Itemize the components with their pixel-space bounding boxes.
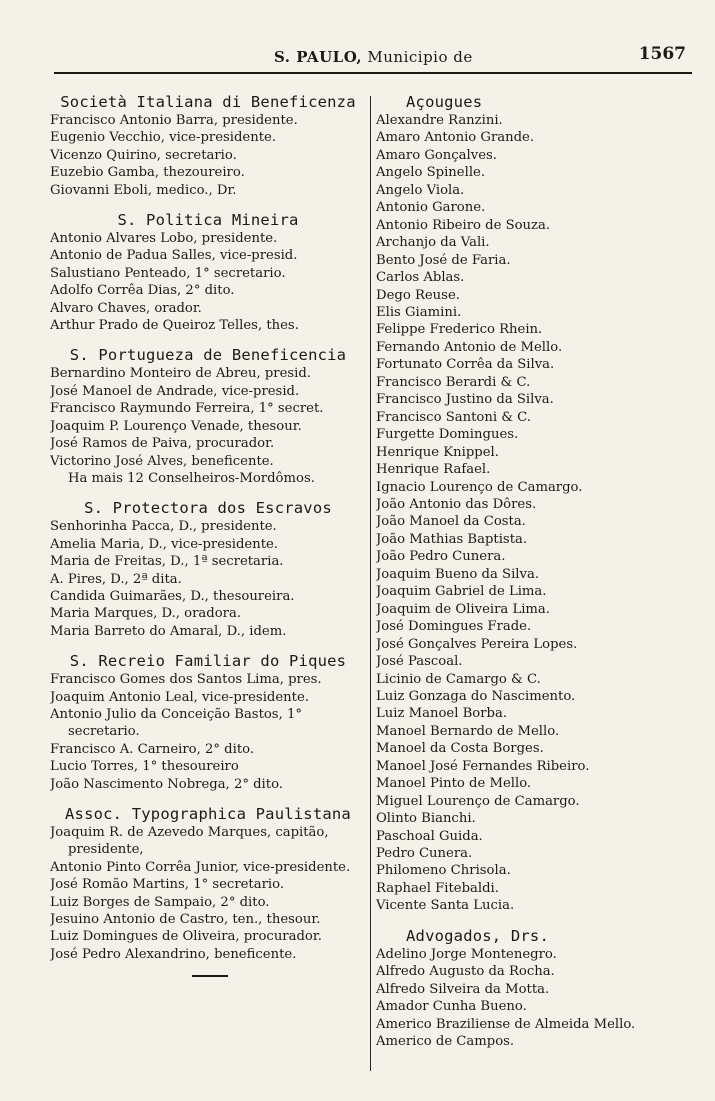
list-item: Henrique Rafael. bbox=[376, 462, 491, 478]
section-title: S. Politica Mineira bbox=[117, 211, 299, 230]
list-item: Antonio de Padua Salles, vice-presid. bbox=[50, 248, 298, 264]
section-title: Açougues bbox=[406, 93, 483, 111]
list-item: José Ramos de Paiva, procurador. bbox=[50, 436, 275, 452]
list-item: Maria de Freitas, D., 1ª secretaria. bbox=[50, 554, 284, 570]
list-item: Alfredo Silveira da Motta. bbox=[376, 981, 550, 997]
section-title: Advogados, Drs. bbox=[406, 926, 549, 945]
list-item: Angelo Viola. bbox=[376, 182, 465, 198]
list-item: Joaquim Gabriel de Lima. bbox=[376, 584, 547, 600]
list-item: Eugenio Vecchio, vice-presidente. bbox=[50, 130, 277, 146]
list-item: Alfredo Augusto da Rocha. bbox=[376, 964, 555, 980]
list-item: Amaro Gonçalves. bbox=[376, 147, 497, 163]
list-item: A. Pires, D., 2ª dita. bbox=[50, 571, 182, 587]
section-assoc-typographica bbox=[50, 804, 366, 963]
section-title: S. Protectora dos Escravos bbox=[84, 499, 332, 518]
advogados-list bbox=[376, 946, 694, 1051]
section-politica-mineira bbox=[50, 210, 366, 334]
header-city: S. PAULO, bbox=[274, 48, 363, 66]
list-item: Olinto Bianchi. bbox=[376, 811, 476, 827]
list-item: Ha mais 12 Conselheiros-Mordômos. bbox=[68, 470, 315, 486]
list-item: Henrique Knippel. bbox=[376, 444, 499, 460]
list-item: Manoel Pinto de Mello. bbox=[376, 776, 532, 792]
list-item: João Nascimento Nobrega, 2° dito. bbox=[50, 776, 283, 792]
list-item: Vicenzo Quirino, secretario. bbox=[50, 147, 237, 163]
list-item: Maria Marques, D., oradora. bbox=[50, 606, 242, 622]
list-item: Jesuino Antonio de Castro, ten., thesour. bbox=[50, 912, 321, 928]
list-item: Fortunato Corrêa da Silva. bbox=[376, 357, 555, 373]
section-title: S. Recreio Familiar do Piques bbox=[69, 652, 347, 671]
right-column bbox=[376, 92, 694, 1051]
header-title bbox=[274, 48, 473, 66]
list-item: Luiz Gonzaga do Nascimento. bbox=[376, 688, 576, 704]
list-item: Amador Cunha Bueno. bbox=[376, 999, 527, 1015]
list-item: Fernando Antonio de Mello. bbox=[376, 339, 563, 355]
list-item: Joaquim de Oliveira Lima. bbox=[376, 601, 550, 617]
list-item: João Antonio das Dôres. bbox=[376, 496, 537, 512]
list-item: Miguel Lourenço de Camargo. bbox=[376, 793, 580, 809]
section-recreio-familiar bbox=[50, 651, 366, 793]
list-item: José Gonçalves Pereira Lopes. bbox=[376, 636, 578, 652]
left-column bbox=[50, 92, 366, 977]
list-item: Alvaro Chaves, orador. bbox=[50, 300, 202, 316]
list-item: Carlos Ablas. bbox=[376, 270, 465, 286]
list-item: Vicente Santa Lucia. bbox=[376, 898, 515, 914]
list-item: Joaquim Bueno da Silva. bbox=[376, 566, 540, 582]
list-item: Archanjo da Vali. bbox=[376, 235, 490, 251]
list-item: Amelia Maria, D., vice-presidente. bbox=[50, 536, 279, 552]
section-advogados bbox=[376, 926, 694, 1051]
list-item: Francisco Santoni & C. bbox=[376, 409, 531, 425]
list-item: José Pascoal. bbox=[376, 654, 463, 670]
list-item: Furgette Domingues. bbox=[376, 427, 519, 443]
list-item: Elis Giamini. bbox=[376, 304, 462, 320]
acougues-list bbox=[376, 112, 694, 915]
list-item: Antonio Alvares Lobo, presidente. bbox=[50, 231, 278, 247]
list-item: Antonio Julio da Conceição Bastos, 1° secretario. bbox=[50, 706, 302, 740]
list-item: Paschoal Guida. bbox=[376, 828, 483, 844]
section-protectora-escravos bbox=[50, 498, 366, 640]
list-item: João Pedro Cunera. bbox=[376, 549, 506, 565]
list-item: Joaquim P. Lourenço Venade, thesour. bbox=[50, 418, 302, 434]
list-item: Alexandre Ranzini. bbox=[376, 113, 503, 128]
list-item: Antonio Pinto Corrêa Junior, vice-presidente. bbox=[50, 859, 351, 875]
section-title: Società Italiana di Beneficenza bbox=[60, 93, 356, 111]
list-item: Euzebio Gamba, thezoureiro. bbox=[50, 165, 245, 181]
list-item: Adelino Jorge Montenegro. bbox=[376, 946, 557, 962]
list-item: Salustiano Penteado, 1° secretario. bbox=[50, 265, 286, 281]
list-item: José Manoel de Andrade, vice-presid. bbox=[50, 383, 300, 399]
list-item: Pedro Cunera. bbox=[376, 846, 473, 862]
list-item: Angelo Spinelle. bbox=[376, 165, 486, 181]
list-item: Joaquim R. de Azevedo Marques, capitão, presidente, bbox=[50, 825, 329, 858]
page-header bbox=[56, 44, 688, 68]
header-municipio: Municipio de bbox=[367, 48, 473, 66]
list-item: Adolfo Corrêa Dias, 2° dito. bbox=[50, 283, 235, 299]
list-item: Raphael Fitebaldi. bbox=[376, 880, 499, 896]
list-item: Francisco Gomes dos Santos Lima, pres. bbox=[50, 672, 322, 688]
list-item: Francisco Justino da Silva. bbox=[376, 392, 554, 408]
list-item: Amaro Antonio Grande. bbox=[376, 130, 535, 146]
list-item: Americo Braziliense de Almeida Mello. bbox=[376, 1016, 636, 1032]
list-item: Francisco A. Carneiro, 2° dito. bbox=[50, 741, 255, 757]
page-number: 1567 bbox=[638, 44, 686, 64]
list-item: Philomeno Chrisola. bbox=[376, 863, 511, 879]
list-item: José Pedro Alexandrino, beneficente. bbox=[50, 946, 297, 962]
list-item: Dego Reuse. bbox=[376, 287, 460, 303]
list-item: Bernardino Monteiro de Abreu, presid. bbox=[50, 366, 311, 382]
list-item: Antonio Garone. bbox=[376, 200, 486, 216]
list-item: Licinio de Camargo & C. bbox=[376, 671, 541, 687]
list-item: Senhorinha Pacca, D., presidente. bbox=[50, 519, 277, 535]
list-item: Felippe Frederico Rhein. bbox=[376, 322, 543, 338]
list-item: Francisco Berardi & C. bbox=[376, 374, 531, 390]
list-item: Americo de Campos. bbox=[376, 1034, 515, 1050]
section-title: Assoc. Typographica Paulistana bbox=[65, 805, 351, 823]
list-item: Bento José de Faria. bbox=[376, 252, 511, 268]
list-item: Lucio Torres, 1° thesoureiro bbox=[50, 759, 239, 775]
list-item: José Romão Martins, 1° secretario. bbox=[50, 877, 285, 893]
list-item: João Mathias Baptista. bbox=[376, 531, 528, 547]
list-item: Manoel José Fernandes Ribeiro. bbox=[376, 758, 590, 774]
list-item: João Manoel da Costa. bbox=[376, 514, 526, 530]
header-rule bbox=[54, 72, 692, 74]
list-item: Francisco Raymundo Ferreira, 1° secret. bbox=[50, 401, 324, 417]
column-divider bbox=[370, 96, 371, 1071]
list-item: Francisco Antonio Barra, presidente. bbox=[50, 113, 298, 128]
list-item: Luiz Domingues de Oliveira, procurador. bbox=[50, 929, 322, 945]
list-item: Arthur Prado de Queiroz Telles, thes. bbox=[50, 318, 299, 334]
list-item: Candida Guimarães, D., thesoureira. bbox=[50, 588, 295, 604]
section-title: S. Portugueza de Beneficencia bbox=[69, 346, 347, 365]
list-item: Antonio Ribeiro de Souza. bbox=[376, 217, 551, 233]
list-item: Giovanni Eboli, medico., Dr. bbox=[50, 182, 237, 198]
list-item: Manoel da Costa Borges. bbox=[376, 741, 544, 757]
list-item: Luiz Borges de Sampaio, 2° dito. bbox=[50, 894, 270, 910]
list-item: Manoel Bernardo de Mello. bbox=[376, 723, 560, 739]
list-item: Victorino José Alves, beneficente. bbox=[50, 453, 274, 469]
section-portugueza-beneficencia bbox=[50, 345, 366, 487]
section-acougues bbox=[376, 92, 694, 915]
list-item: José Domingues Frade. bbox=[376, 619, 532, 635]
section-societa-italiana bbox=[50, 92, 366, 199]
list-item: Ignacio Lourenço de Camargo. bbox=[376, 479, 583, 495]
list-item: Joaquim Antonio Leal, vice-presidente. bbox=[50, 689, 309, 705]
end-rule bbox=[192, 975, 228, 977]
list-item: Luiz Manoel Borba. bbox=[376, 706, 508, 722]
list-item: Maria Barreto do Amaral, D., idem. bbox=[50, 623, 287, 639]
